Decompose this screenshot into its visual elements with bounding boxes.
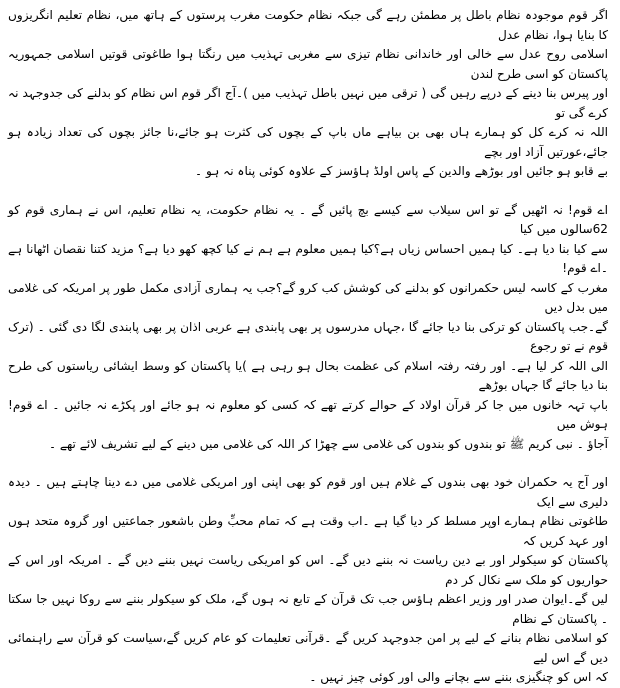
paragraph-3-line-4: لیں گے۔ایوان صدر اور وزیر اعظم ہاؤس جب تک قرآن کے تابع نہ ہوں گے، ملک کو سیکولر بننے سے روکا نہیں جا سکتا ۔ پاکستان کے نظام bbox=[8, 592, 608, 626]
paragraph-gap bbox=[8, 454, 608, 473]
paragraph-2-line-7: آجاؤ ۔ نبی کریم ﷺ تو بندوں کو بندوں کی غلامی سے چھڑا کر اللہ کی غلامی میں دینے کے لیے تشریف لائے تھے ۔ bbox=[48, 436, 608, 451]
paragraph-1-line-4: اللہ نہ کرے کل کو ہمارے ہاں بھی بن بیاہے ماں باپ کے بچوں کی کثرت ہو جائے،نا جائز بچوں کی تعداد زیادہ ہو جائے،عورتیں آزاد اور بچے bbox=[8, 125, 608, 159]
paragraph-3-line-3: پاکستان کو سیکولر اور بے دین ریاست نہ بننے دیں گے۔ اس کو امریکی ریاست نہیں بننے دیں گے ۔ امریکہ اور اس کے حواریوں کو ملک سے نکال کر دم bbox=[8, 553, 608, 587]
paragraph-1-line-2: اسلامی روح عدل سے خالی اور خاندانی نظام تیزی سے مغربی تہذیب میں رنگتا ہوا طاغوتی قوتیں اسلامی جمہوریہ پاکستان کو اسی طرح لندن bbox=[8, 47, 608, 81]
paragraph-2-line-3: مغرب کے کاسہ لیس حکمرانوں کو بدلنے کی کوشش کب کرو گے؟جب یہ ہماری آزادی مکمل طور پر امریکہ کی غلامی میں بدل دیں bbox=[8, 280, 608, 314]
paragraph-2-line-4: گے۔جب پاکستان کو ترکی بنا دیا جائے گا ،جہاں مدرسوں پر بھی پابندی ہے عربی اذان پر بھی پابندی لگا دی گئی ۔ (ترک قوم نے تو رجوع bbox=[8, 319, 608, 353]
paragraph-3-line-2: طاغوتی نظام ہمارے اوپر مسلط کر دیا گیا ہے ۔اب وقت ہے کہ تمام محبِّ وطن باشعور جماعتیں اور گروہ متحد ہوں اور عہد کریں کہ bbox=[8, 514, 608, 548]
paragraph-3-line-1: اور آج یہ حکمران خود بھی بندوں کے غلام ہیں اور قوم کو بھی اپنی اور امریکی غلامی میں دے دینا چاہتے ہیں ۔ دیدہ دلیری سے ایک bbox=[8, 475, 608, 509]
paragraph-1-line-3: اور پیرس بنا دینے کے درپے رہیں گی ( ترقی میں نہیں باطل تہذیب میں )۔آج اگر قوم اس نظام کو بدلنے کی جدوجہد نہ کرے گی تو bbox=[8, 86, 608, 120]
paragraph-3-line-5: کو اسلامی نظام بنانے کے لیے پر امن جدوجہد کریں گے ۔قرآنی تعلیمات کو عام کریں گے،سیاست کو قرآن سے راہنمائی دیں گے اس لیے bbox=[8, 631, 608, 665]
paragraph-2-line-1: اے قوم! نہ اٹھیں گے تو اس سیلاب سے کیسے بچ پائیں گے ۔ یہ نظام حکومت، یہ نظام تعلیم، اس نے ہماری قوم کو 62سالوں میں کیا bbox=[8, 202, 608, 236]
paragraph-1-line-1: اگر قوم موجودہ نظام باطل پر مطمئن رہے گی جبکہ نظام حکومت مغرب پرستوں کے ہاتھ میں، نظام تعلیم انگریزوں کا بنایا ہوا، نظام عدل bbox=[8, 8, 608, 42]
paragraph-2-line-6: باپ تہہ خانوں میں جا کر قرآن اولاد کے حوالے کرتے تھے کہ کسی کو معلوم نہ ہو جائے اور پکڑے نہ جائیں ۔ اے قوم! ہوش میں bbox=[8, 397, 608, 431]
paragraph-2-line-5: الی اللہ کر لیا ہے۔ اور رفتہ رفتہ اسلام کی عظمت بحال ہو رہی ہے )یا پاکستان کو وسط ایشائی ریاستوں کی طرح بنا دیا جائے گا جہاں بوڑھے bbox=[8, 358, 608, 392]
article-body bbox=[8, 6, 608, 688]
paragraph-2-line-2: سے کیا بنا دیا ہے۔ کیا ہمیں احساس زیاں ہے؟کیا ہمیں معلوم ہے ہم نے کیا کچھ کھو دیا ہے؟ مزید کتنا نقصان اٹھانا ہے ۔اے قوم! bbox=[8, 241, 608, 275]
paragraph-3-line-6: کہ اس کو چنگیزی بننے سے بچانے والی اور کوئی چیز نہیں ۔ bbox=[309, 670, 608, 684]
paragraph-1-line-5: بے قابو ہو جائیں اور بوڑھے والدین کے پاس اولڈ ہاؤسز کے علاوہ کوئی پناہ نہ ہو ۔ bbox=[195, 164, 608, 178]
paragraph-gap bbox=[8, 182, 608, 201]
